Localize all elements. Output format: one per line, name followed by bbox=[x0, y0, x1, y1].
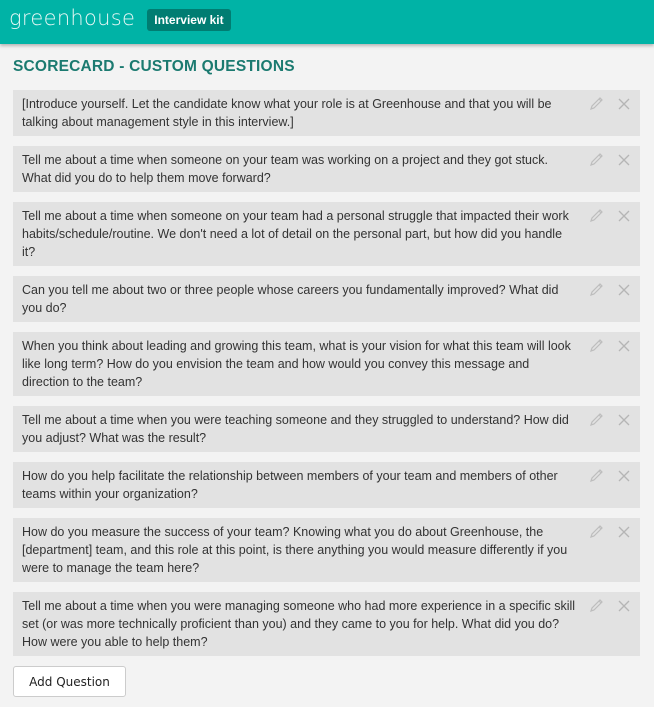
question-text: When you think about leading and growing this team, what is your vision for what this team will look like long term? How do you envision the team and how would you convey this message and direction to the team? bbox=[22, 339, 571, 389]
question-text: How do you measure the success of your team? Knowing what you do about Greenhouse, the [department] team, and this role at this point, is there anything you would measure differently if you were to manage the team here? bbox=[22, 525, 568, 575]
pencil-edit-icon[interactable] bbox=[588, 208, 604, 224]
add-question-button[interactable]: Add Question bbox=[13, 666, 126, 697]
top-header bbox=[0, 0, 654, 44]
close-delete-icon[interactable] bbox=[618, 340, 630, 352]
close-delete-icon[interactable] bbox=[618, 600, 630, 612]
pencil-edit-icon[interactable] bbox=[588, 468, 604, 484]
question-item bbox=[13, 332, 640, 396]
close-delete-icon[interactable] bbox=[618, 414, 630, 426]
pencil-edit-icon[interactable] bbox=[588, 598, 604, 614]
close-delete-icon[interactable] bbox=[618, 210, 630, 222]
pencil-edit-icon[interactable] bbox=[588, 282, 604, 298]
question-item bbox=[13, 406, 640, 452]
question-item bbox=[13, 462, 640, 508]
pencil-edit-icon[interactable] bbox=[588, 338, 604, 354]
pencil-edit-icon[interactable] bbox=[588, 412, 604, 428]
close-delete-icon[interactable] bbox=[618, 154, 630, 166]
question-text: Tell me about a time when someone on your team was working on a project and they got stuck. What did you do to help them move forward? bbox=[22, 153, 548, 185]
close-delete-icon[interactable] bbox=[618, 470, 630, 482]
question-list bbox=[13, 90, 640, 656]
interview-kit-badge[interactable]: Interview kit bbox=[147, 9, 230, 31]
pencil-edit-icon[interactable] bbox=[588, 524, 604, 540]
greenhouse-logo[interactable]: greenhouse bbox=[9, 6, 136, 30]
question-text: [Introduce yourself. Let the candidate know what your role is at Greenhouse and that you will be talking about management style in this interview.] bbox=[22, 97, 552, 129]
question-item bbox=[13, 90, 640, 136]
pencil-edit-icon[interactable] bbox=[588, 96, 604, 112]
question-text: Tell me about a time when you were managing someone who had more experience in a specific skill set (or was more technically proficient than you) and they came to you for help. What did you do? How were you able to help them? bbox=[22, 599, 576, 649]
pencil-edit-icon[interactable] bbox=[588, 152, 604, 168]
question-item bbox=[13, 592, 640, 656]
question-item bbox=[13, 276, 640, 322]
question-text: Tell me about a time when you were teaching someone and they struggled to understand? How did you adjust? What was the result? bbox=[22, 413, 569, 445]
close-delete-icon[interactable] bbox=[618, 284, 630, 296]
question-item bbox=[13, 202, 640, 266]
question-text: Tell me about a time when someone on your team had a personal struggle that impacted their work habits/schedule/routine. We don't need a lot of detail on the personal part, but how did you handle it? bbox=[22, 209, 569, 259]
close-delete-icon[interactable] bbox=[618, 98, 630, 110]
question-text: Can you tell me about two or three people whose careers you fundamentally improved? What did you do? bbox=[22, 283, 559, 315]
question-item bbox=[13, 518, 640, 582]
page-title: SCORECARD - CUSTOM QUESTIONS bbox=[13, 58, 295, 75]
close-delete-icon[interactable] bbox=[618, 526, 630, 538]
question-item bbox=[13, 146, 640, 192]
question-text: How do you help facilitate the relationship between members of your team and members of other teams within your organization? bbox=[22, 469, 558, 501]
